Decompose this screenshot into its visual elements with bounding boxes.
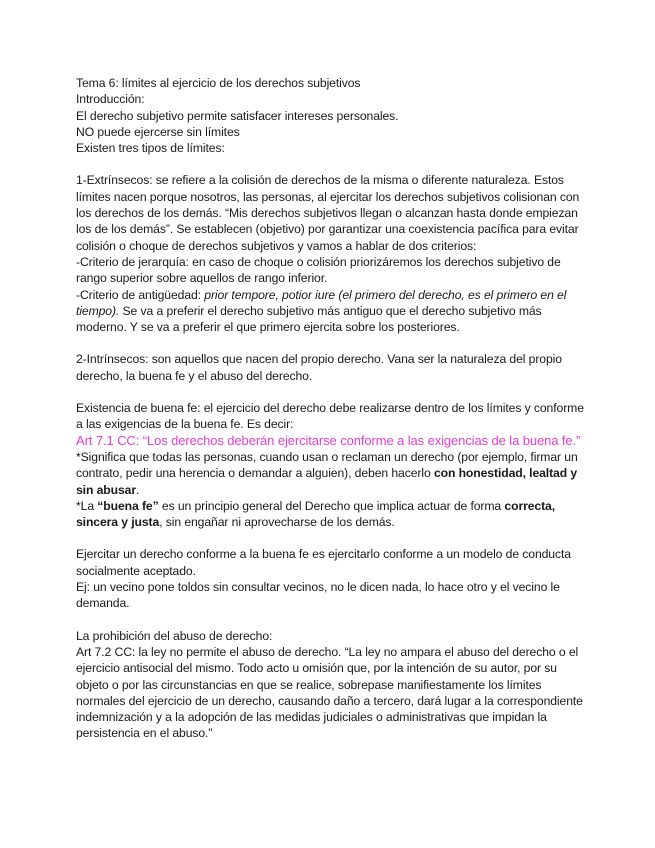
definition-prefix: *La [76,498,94,513]
intrinsecos-paragraph: 2-Intrínsecos: son aquellos que nacen del propio derecho. Vana ser la naturaleza del propio derecho, la buena fe y el abuso del derecho. [76,352,562,383]
document-title: Tema 6: límites al ejercicio de los derechos subjetivos [76,76,361,90]
intro-line: El derecho subjetivo permite satisfacer intereses personales. [76,108,399,123]
extrinsecos-paragraph: 1-Extrínsecos: se refiere a la colisión de derechos de la misma o diferente naturaleza. Estos límites nacen porque nosotros, las personas, al ejercitar los derechos subjetivos colisionan con los derechos de los demás. “Mis derechos subjetivos llegan o alcanzan hasta donde empiezan los de los demás”. Se establecen (objetivo) por garantizar una coexistencia pacífica para evitar colisión o choque de derechos subjetivos y vamos a hablar de dos criterios: [76,173,580,253]
buena-fe-term: “buena fe” [97,498,159,513]
buena-fe-intro: Existencia de buena fe: el ejercicio del derecho debe realizarse dentro de los límites y conforme a las exigencias de la buena fe. Es decir: [76,401,584,432]
definition-end: , sin engañar ni aprovecharse de los demás. [159,515,395,530]
intro-heading: Introducción: [76,92,145,107]
intro-line: NO puede ejercerse sin límites [76,124,240,139]
antiguedad-explanation: Se va a preferir el derecho subjetivo más antiguo que el derecho subjetivo más moderno. Y se va a preferir el que primero ejercita sobre los posteriores. [76,303,542,335]
article-7-2-paragraph: Art 7.2 CC: la ley no permite el abuso de derecho. “La ley no ampara el abuso del derecho o el ejercicio antisocial del mismo. Todo acto u omisión que, por la intención de su autor, por su objeto o por las circunstancias en que se realice, sobrepase manifiestamente los límites normales del ejercicio de un derecho, causando daño a tercero, dará lugar a la correspondiente indemnización y a la adopción de las medidas judiciales o administrativas que impidan la persistencia en el abuso.” [76,644,583,741]
significa-text: *Significa que todas las personas, cuando usan o reclaman un derecho (por ejemplo, firmar un contrato, pedir una herencia o demandar a alguien), deben hacerlo [76,449,578,481]
example-paragraph: Ej: un vecino pone toldos sin consultar vecinos, no le dicen nada, lo hace otro y el vecino le demanda. [76,580,560,611]
definition-bold: correcta, sincera y justa [76,498,556,530]
significa-bold: con honestidad, lealtad y sin abusar [76,466,578,497]
buena-fe-significa [76,449,585,498]
intro-line: Existen tres tipos de límites: [76,141,225,156]
criterio-jerarquia: -Criterio de jerarquía: en caso de choque o colisión priorizáremos los derechos subjetivo de rango superior sobre aquellos de rango inferior. [76,254,561,286]
abuso-heading: La prohibición del abuso de derecho: [76,628,273,643]
article-7-1-quote: Art 7.1 CC: “Los derechos deberán ejercitarse conforme a las exigencias de la buena fe.” [76,432,581,448]
antiguedad-label: -Criterio de antigüedad: [76,287,201,302]
significa-period: . [135,482,140,497]
criterio-antiguedad [76,287,585,336]
definition-text: es un principio general del Derecho que implica actuar de forma [161,498,502,513]
antiguedad-maxim: prior tempore, potior iure (el primero del derecho, es el primero en el tiempo). [76,287,567,318]
buena-fe-definition [76,498,585,531]
ejercitar-paragraph: Ejercitar un derecho conforme a la buena fe es ejercitarlo conforme a un modelo de conducta socialmente aceptado. [76,547,571,578]
